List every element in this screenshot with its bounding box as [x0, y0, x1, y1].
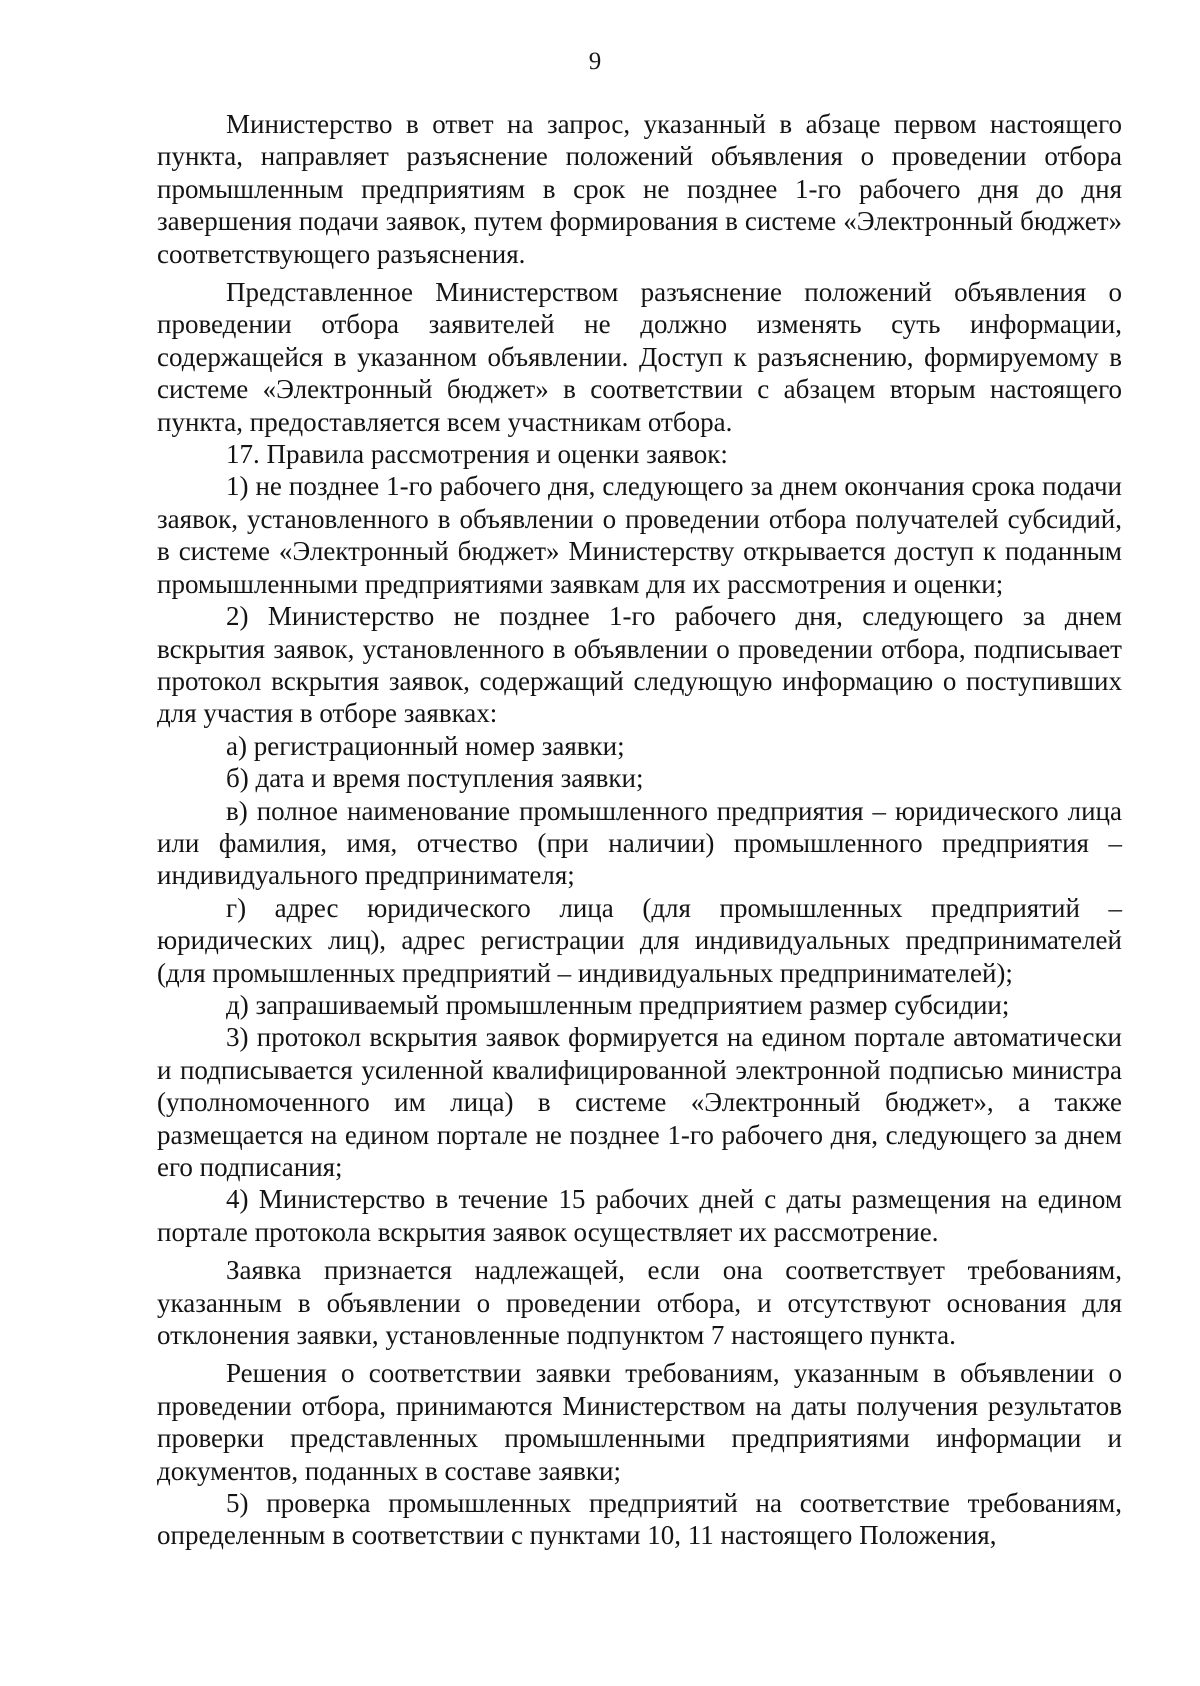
- paragraph-subitem-g: г) адрес юридического лица (для промышленных предприятий – юридических лиц), адрес регистрации для индивидуальных предпринимателей (для промышленных предприятий – индивидуальных предпринимателей);: [157, 892, 1122, 988]
- paragraph-subitem-v: в) полное наименование промышленного предприятия – юридического лица или фамилия, имя, отчество (при наличии) промышленного предприятия – индивидуального предпринимателя;: [157, 795, 1122, 891]
- paragraph-subitem-d: д) запрашиваемый промышленным предприятием размер субсидии;: [226, 989, 1010, 1020]
- paragraph-item-5: 5) проверка промышленных предприятий на соответствие требованиям, определенным в соответствии с пунктами 10, 11 настоящего Положения,: [157, 1488, 1122, 1551]
- paragraph-item-3: 3) протокол вскрытия заявок формируется на едином портале автоматически и подписывается усиленной квалифицированной электронной подписью министра (уполномоченного им лица) в системе «Электронный бюджет», а также размещается на едином портале не позднее 1-го рабочего дня, следующего за днем его подписания;: [157, 1022, 1122, 1182]
- document-body: [157, 108, 1122, 1552]
- paragraph-application-proper: Заявка признается надлежащей, если она соответствует требованиям, указанным в объявлении о проведении отбора, и отсутствуют основания для отклонения заявки, установленные подпунктом 7 настоящего пункта.: [157, 1255, 1122, 1351]
- paragraph-item-1: 1) не позднее 1-го рабочего дня, следующего за днем окончания срока подачи заявок, установленного в объявлении о проведении отбора получателей субсидий, в системе «Электронный бюджет» Министерству открывается доступ к поданным промышленными предприятиями заявкам для их рассмотрения и оценки;: [157, 471, 1122, 599]
- paragraph-item-4: 4) Министерство в течение 15 рабочих дней с даты размещения на едином портале протокола вскрытия заявок осуществляет их рассмотрение.: [157, 1184, 1122, 1247]
- paragraph-item-2: 2) Министерство не позднее 1-го рабочего дня, следующего за днем вскрытия заявок, установленного в объявлении о проведении отбора, подписывает протокол вскрытия заявок, содержащий следующую информацию о поступивших для участия в отборе заявках:: [157, 601, 1122, 729]
- paragraph-clarification-access: Представленное Министерством разъяснение положений объявления о проведении отбора заявителей не должно изменять суть информации, содержащейся в указанном объявлении. Доступ к разъяснению, формируемому в системе «Электронный бюджет» в соответствии с абзацем вторым настоящего пункта, предоставляется всем участникам отбора.: [157, 277, 1122, 437]
- paragraph-compliance-decisions: Решения о соответствии заявки требованиям, указанным в объявлении о проведении отбора, принимаются Министерством на даты получения результатов проверки представленных промышленными предприятиями информации и документов, поданных в составе заявки;: [157, 1358, 1122, 1486]
- paragraph-subitem-a: а) регистрационный номер заявки;: [226, 730, 625, 761]
- paragraph-clarification-response: Министерство в ответ на запрос, указанный в абзаце первом настоящего пункта, направляет разъяснение положений объявления о проведении отбора промышленным предприятиям в срок не позднее 1-го рабочего дня до дня завершения подачи заявок, путем формирования в системе «Электронный бюджет» соответствующего разъяснения.: [157, 109, 1122, 269]
- paragraph-section-17-heading: 17. Правила рассмотрения и оценки заявок:: [226, 439, 728, 470]
- page-number: 9: [588, 48, 602, 75]
- paragraph-subitem-b: б) дата и время поступления заявки;: [226, 763, 644, 794]
